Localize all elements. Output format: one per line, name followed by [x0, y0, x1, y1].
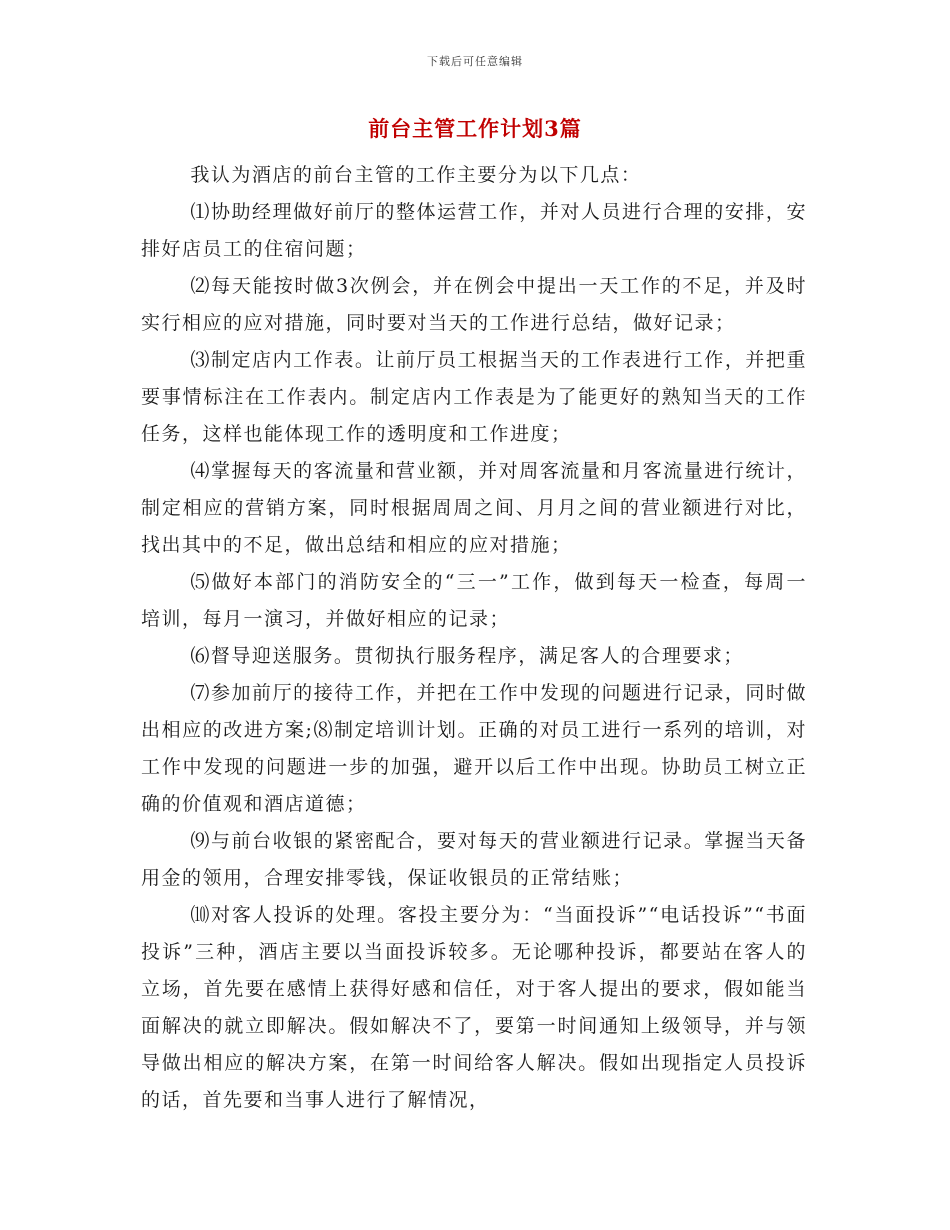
paragraph-intro: 我认为酒店的前台主管的工作主要分为以下几点：: [190, 164, 642, 186]
header-note: 下载后可任意编辑: [427, 55, 523, 68]
paragraph-item-7-8: ⑺参加前厅的接待工作，并把在工作中发现的问题进行记录，同时做出相应的改进方案;⑻制定培训计划。正确的对员工进行一系列的培训，对工作中发现的问题进一步的加强，避开以后工作中出现。协助员工树立正确的价值观和酒店道德；: [141, 682, 807, 815]
paragraph-item-6: ⑹督导迎送服务。贯彻执行服务程序，满足客人的合理要求；: [190, 645, 744, 667]
paragraph-item-1: ⑴协助经理做好前厅的整体运营工作，并对人员进行合理的安排，安排好店员工的住宿问题；: [141, 201, 807, 260]
paragraph-item-5: ⑸做好本部门的消防安全的“三一”工作，做到每天一检查，每周一培训，每月一演习，并做好相应的记录；: [141, 571, 807, 630]
document-title: 前台主管工作计划3篇: [368, 116, 582, 141]
document-body: [141, 157, 807, 1119]
paragraph-item-3: ⑶制定店内工作表。让前厅员工根据当天的工作表进行工作，并把重要事情标注在工作表内。制定店内工作表是为了能更好的熟知当天的工作任务，这样也能体现工作的透明度和工作进度；: [141, 349, 807, 445]
paragraph-item-9: ⑼与前台收银的紧密配合，要对每天的营业额进行记录。掌握当天备用金的领用，合理安排零钱，保证收银员的正常结账；: [141, 830, 807, 889]
paragraph-item-2: ⑵每天能按时做3次例会，并在例会中提出一天工作的不足，并及时实行相应的应对措施，同时要对当天的工作进行总结，做好记录；: [141, 275, 807, 334]
paragraph-item-4: ⑷掌握每天的客流量和营业额，并对周客流量和月客流量进行统计，制定相应的营销方案，同时根据周周之间、月月之间的营业额进行对比，找出其中的不足，做出总结和相应的应对措施；: [141, 460, 807, 556]
paragraph-item-10: ⑽对客人投诉的处理。客投主要分为：“当面投诉”“电话投诉”“书面投诉”三种，酒店主要以当面投诉较多。无论哪种投诉，都要站在客人的立场，首先要在感情上获得好感和信任，对于客人提出的要求，假如能当面解决的就立即解决。假如解决不了，要第一时间通知上级领导，并与领导做出相应的解决方案，在第一时间给客人解决。假如出现指定人员投诉的话，首先要和当事人进行了解情况，: [141, 904, 807, 1111]
